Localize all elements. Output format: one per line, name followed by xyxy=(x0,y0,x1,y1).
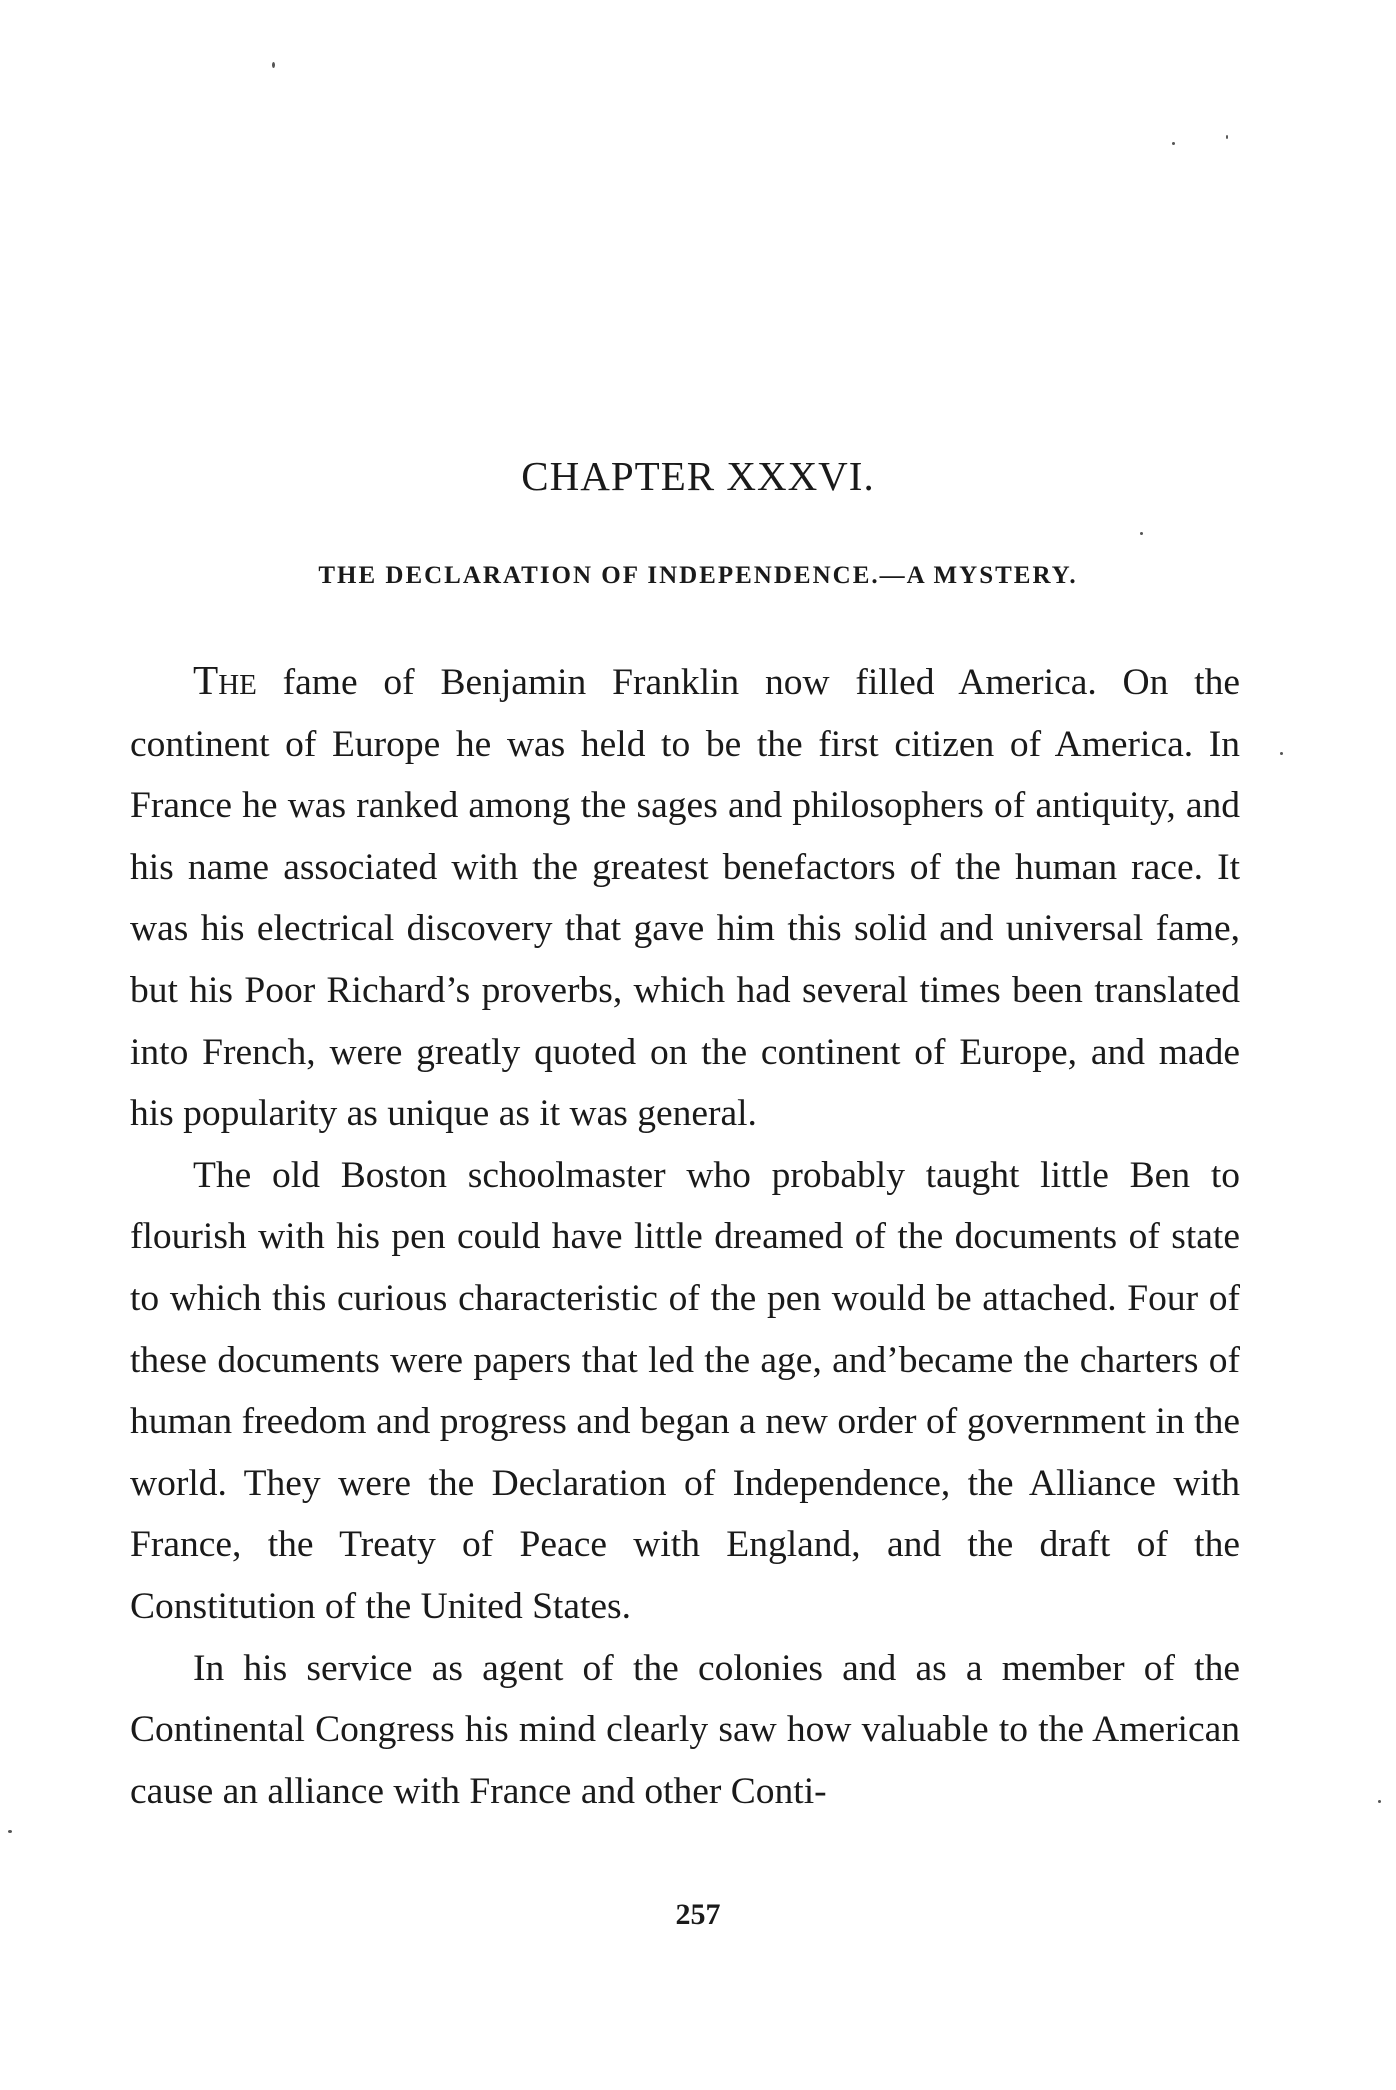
chapter-subtitle: THE DECLARATION OF INDEPENDENCE.—A MYSTERY. xyxy=(318,562,1078,589)
scan-speck xyxy=(8,1830,12,1833)
paragraph-text: fame of Benjamin Franklin now filled America. On the continent of Europe he was held to be the first citizen of America. In France he was ranked among the sages and philosophers of antiquity, and his name associated with the greatest benefactors of the human race. It was his electrical discovery that gave him this solid and universal fame, but his Poor Richard’s proverbs, which had several times been translated into French, were greatly quoted on the continent of Europe, and made his popularity as unique as it was general. xyxy=(130,662,1240,1135)
paragraph-3: In his service as agent of the colonies and as a member of the Continental Congress his mind clearly saw how valuable to the American cause an alliance with France and other Conti- xyxy=(130,1647,1240,1812)
page-number: 257 xyxy=(675,1898,721,1931)
scan-speck xyxy=(1378,1800,1381,1803)
paragraph-1 xyxy=(130,650,1240,1145)
chapter-heading: CHAPTER XXXVI. xyxy=(521,453,875,499)
scan-speck xyxy=(1280,752,1283,755)
scan-speck xyxy=(1172,142,1175,145)
paragraph-lead-word: The xyxy=(193,657,257,703)
scan-speck xyxy=(272,62,275,68)
scan-speck xyxy=(1226,135,1228,139)
scan-speck xyxy=(1140,532,1143,535)
body-text xyxy=(130,650,1240,1822)
paragraph-2: The old Boston schoolmaster who probably taught little Ben to flourish with his pen could have little dreamed of the documents of state to which this curious characteristic of the pen would be attached. Four of these documents were papers that led the age, and’became the charters of human freedom and progress and began a new order of government in the world. They were the Declaration of Independence, the Alliance with France, the Treaty of Peace with England, and the draft of the Constitution of the United States. xyxy=(130,1154,1240,1627)
